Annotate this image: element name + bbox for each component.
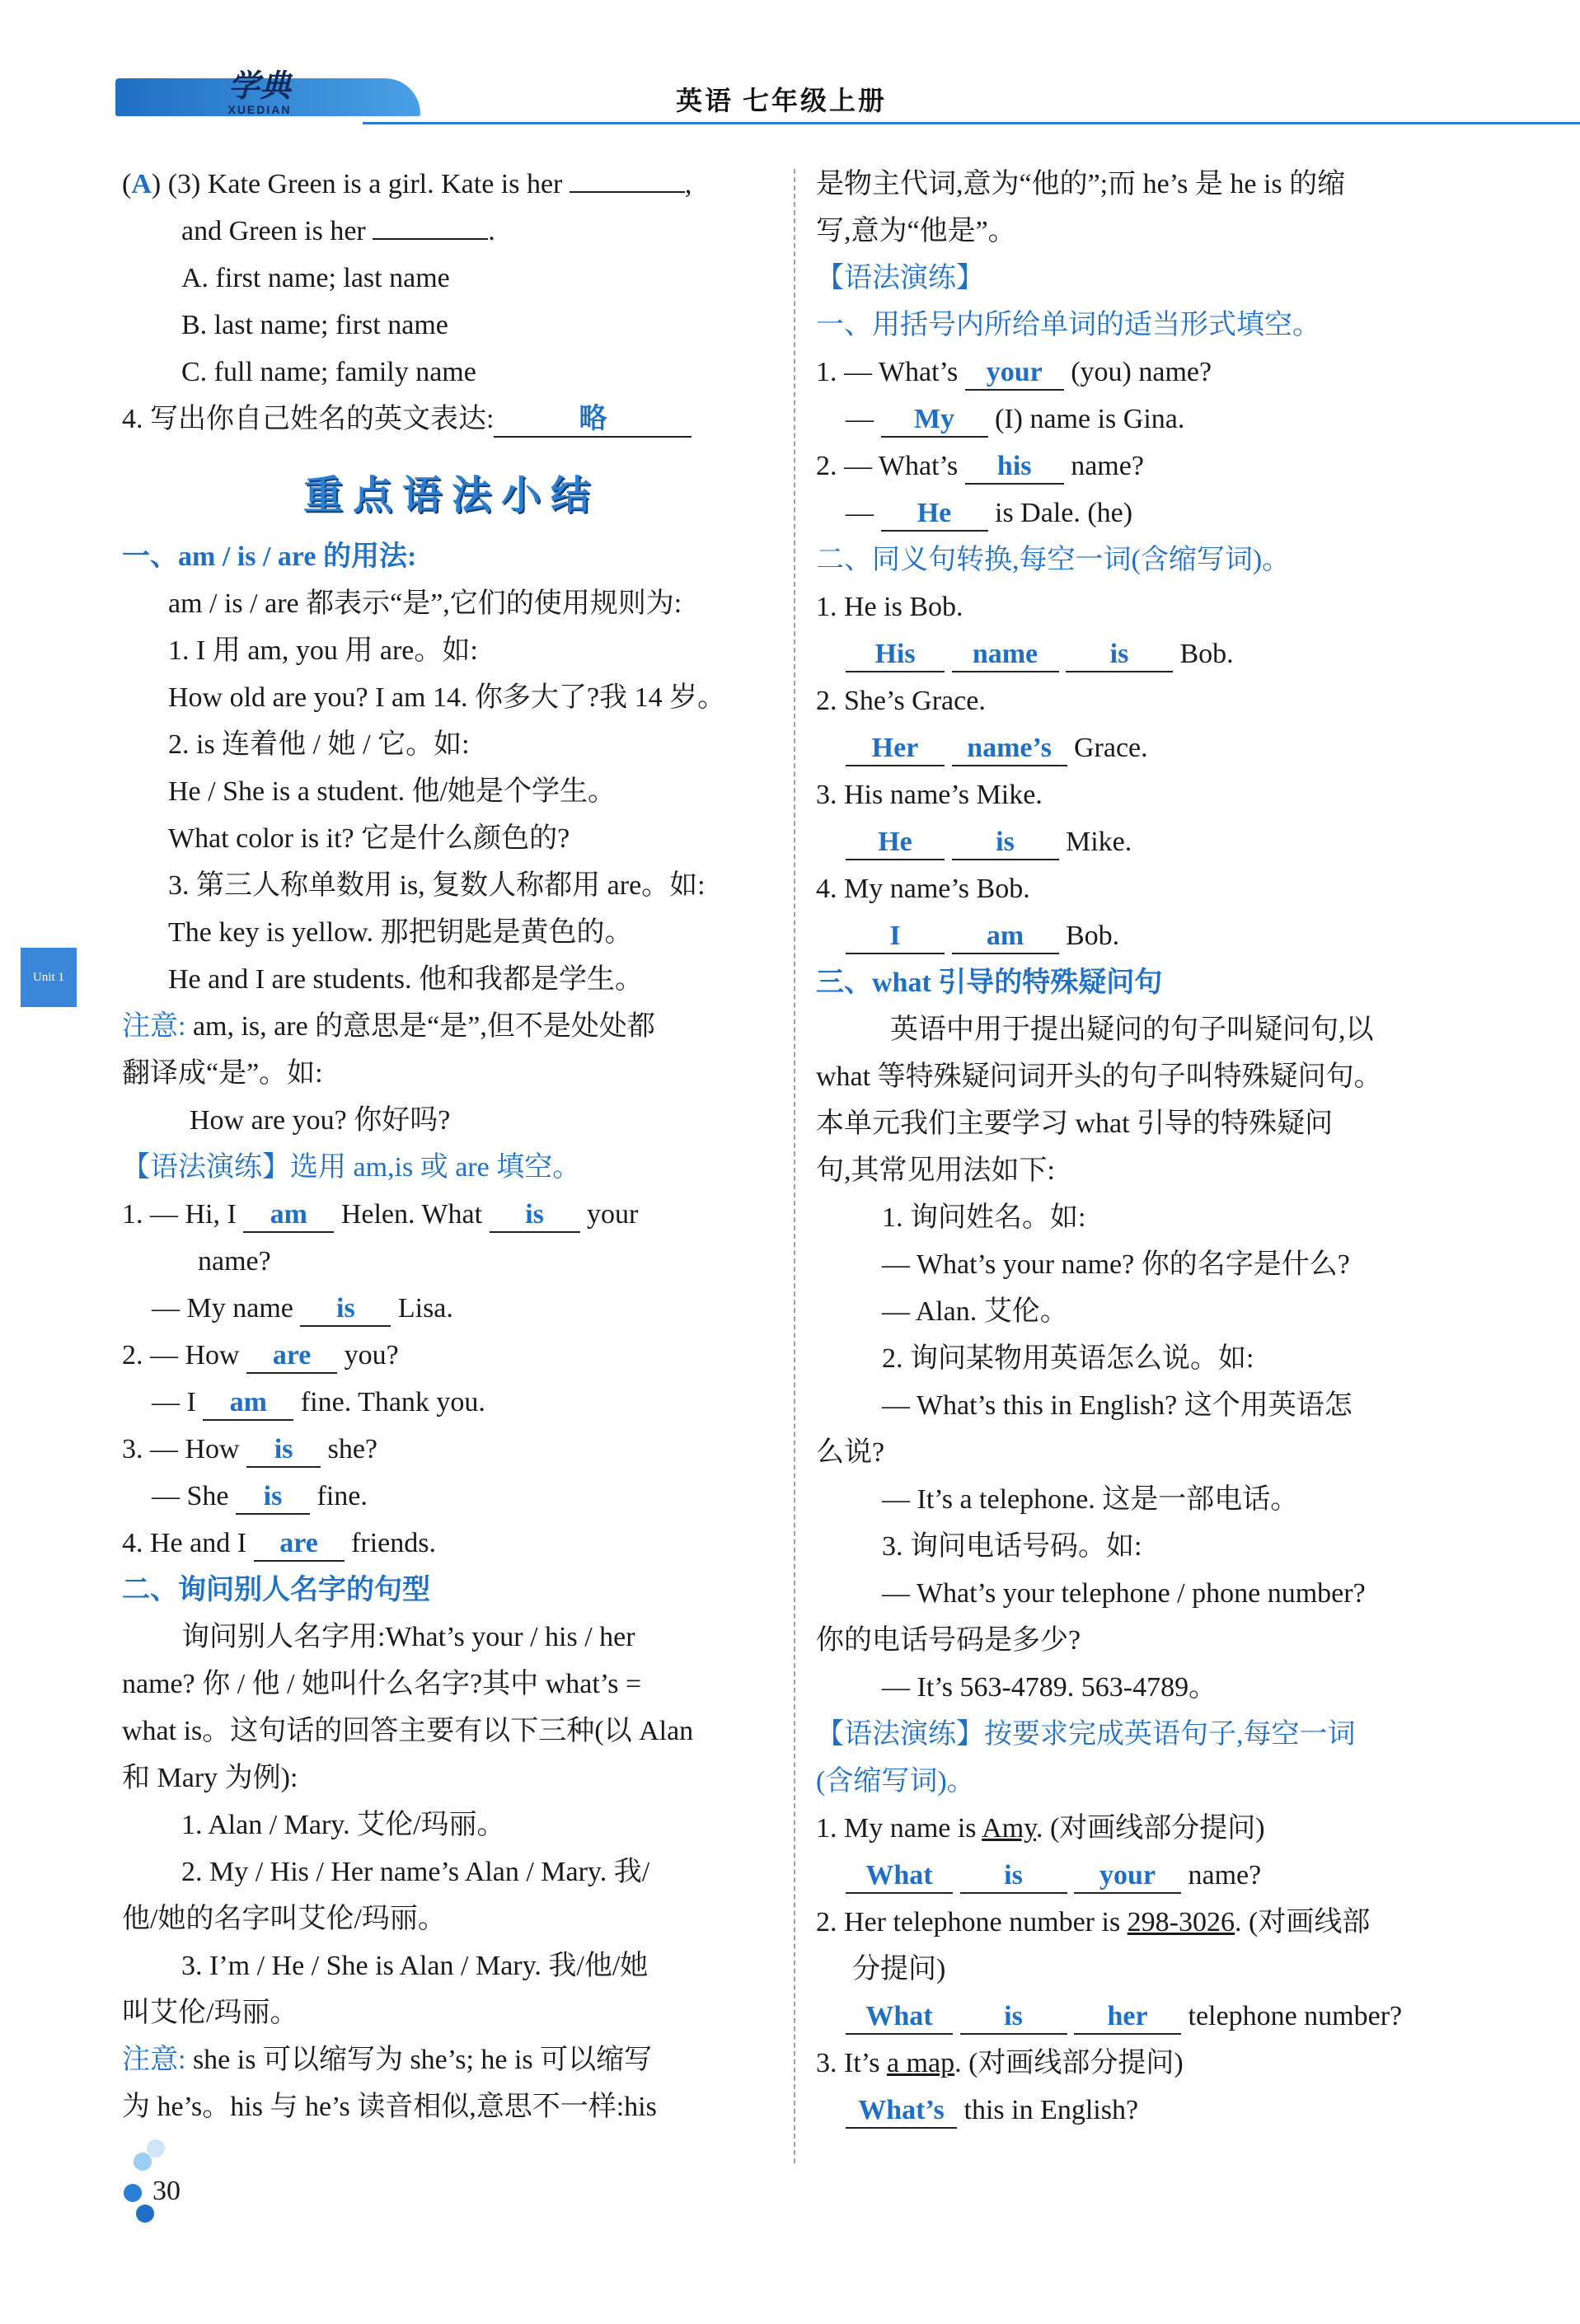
answer-blank[interactable] [846, 732, 945, 766]
exercise-3-reply [122, 1473, 781, 1520]
section-title: 重点语法小结 [302, 474, 600, 518]
exercise-text: 4. He and I [122, 1528, 247, 1558]
footer-dot-icon [124, 2184, 142, 2202]
paragraph-line: 3. 询问电话号码。如: [882, 1531, 1142, 1562]
answer-blank[interactable] [846, 1859, 953, 1894]
exercise-b4: 4. My name’s Bob. [816, 874, 1030, 904]
paragraph-line: am / is / are 都表示“是”,它们的使用规则为: [168, 588, 682, 619]
paragraph-line: name? 你 / 他 / 她叫什么名字?其中 what’s = [122, 1669, 642, 1699]
footer-dot-icon [134, 2153, 152, 2171]
exercise-text: 1. — Hi, I [122, 1199, 237, 1230]
note-text: she is 可以缩写为 she’s; he is 可以缩写 [185, 2045, 653, 2075]
answer-text: name’s [967, 733, 1052, 763]
question-text: Kate Green is a girl. Kate is her [207, 169, 563, 199]
left-column [122, 161, 781, 2130]
answer-blank[interactable] [300, 1292, 391, 1327]
answer-blank[interactable] [881, 403, 988, 438]
exercise-text: Bob. [1179, 639, 1234, 669]
exercise-a1-reply [816, 396, 1484, 443]
answer-text: is [525, 1199, 544, 1230]
answer-blank[interactable] [1066, 638, 1173, 672]
answer-text: your [1099, 1860, 1156, 1891]
exercise-a1 [816, 349, 1484, 396]
answer-text: her [1107, 2001, 1148, 2031]
example-line: 你的电话号码是多少? [816, 1625, 1081, 1656]
exercise-2 [122, 1332, 781, 1379]
practice-heading: 【语法演练】按要求完成英语句子,每空一词 [816, 1719, 1356, 1750]
exercise-c2-answer [816, 1993, 1484, 2040]
example-line: 2. My / His / Her name’s Alan / Mary. 我/ [181, 1857, 650, 1887]
option-c: C. full name; family name [181, 357, 476, 387]
answer-text: is [996, 827, 1015, 857]
answer-text: are [279, 1528, 318, 1558]
example-line: What color is it? 它是什么颜色的? [168, 823, 570, 854]
exercise-text: you? [344, 1340, 399, 1371]
exercise-text: (you) name? [1071, 357, 1212, 387]
answer-text: He [917, 498, 952, 528]
question-text: and Green is her [181, 216, 366, 246]
answer-blank[interactable] [952, 732, 1067, 766]
example-line: — It’s a telephone. 这是一部电话。 [882, 1484, 1299, 1515]
exercise-text: — [846, 498, 874, 528]
example-line: — Alan. 艾伦。 [882, 1296, 1068, 1327]
answer-text: your [986, 357, 1043, 387]
answer-blank[interactable] [243, 1198, 334, 1233]
answer-blank[interactable] [570, 191, 685, 193]
paragraph-line: 询问别人名字用:What’s your / his / her [181, 1622, 635, 1652]
example-line: — What’s this in English? 这个用英语怎 [882, 1390, 1353, 1421]
exercise-text: name? [1071, 451, 1144, 481]
example-line: — What’s your name? 你的名字是什么? [882, 1249, 1350, 1280]
exercise-text: Mike. [1066, 827, 1132, 857]
column-divider [794, 169, 795, 2163]
exercise-text: 1. — What’s [816, 357, 959, 387]
example-line: The key is yellow. 那把钥匙是黄色的。 [168, 917, 633, 948]
answer-blank[interactable] [952, 826, 1059, 860]
section-heading-1: 一、am / is / are 的用法: [122, 541, 417, 572]
answer-blank[interactable] [490, 1198, 580, 1233]
note-label: 注意: [122, 1011, 186, 1042]
answer-text: I [889, 921, 901, 951]
answer-blank[interactable] [846, 2000, 953, 2035]
answer-letter: A [131, 169, 152, 199]
exercise-a2 [816, 443, 1484, 490]
answer-blank[interactable] [960, 1859, 1067, 1894]
answer-text: His [874, 639, 916, 669]
exercise-c1 [816, 1805, 1484, 1852]
answer-text: What’s [858, 2095, 945, 2125]
right-column [816, 161, 1484, 2134]
answer-blank[interactable] [1074, 2000, 1181, 2035]
answer-text: are [272, 1340, 312, 1371]
answer-text: is [274, 1434, 293, 1464]
paragraph-line: 1. I 用 am, you 用 are。如: [168, 635, 478, 666]
exercise-text: name? [1188, 1860, 1262, 1891]
section-heading-2: 二、询问别人名字的句型 [122, 1575, 430, 1605]
page-number: 30 [152, 2176, 181, 2206]
exercise-b3-answer [816, 818, 1484, 865]
paragraph-line: 英语中用于提出疑问的句子叫疑问句,以 [890, 1014, 1374, 1045]
paragraph-line: 句,其常见用法如下: [816, 1155, 1055, 1186]
paragraph-line: 本单元我们主要学习 what 引导的特殊疑问 [816, 1108, 1334, 1139]
exercise-text: your [587, 1199, 639, 1230]
answer-text: is [263, 1481, 283, 1511]
exercise-text: she? [327, 1434, 378, 1464]
example-line: 叫艾伦/玛丽。 [122, 1998, 298, 2028]
answer-blank[interactable] [846, 920, 945, 954]
header-rule [363, 122, 1580, 124]
answer-text: is [1109, 639, 1129, 669]
answer-blank[interactable] [846, 2094, 957, 2129]
exercise-c1-answer [816, 1852, 1484, 1899]
answer-text: am [986, 921, 1024, 951]
exercise-text: is Dale. (he) [995, 498, 1133, 528]
exercise-b2-answer [816, 724, 1484, 771]
exercise-text: 2. — How [122, 1340, 240, 1371]
question-4 [122, 396, 781, 443]
exercise-4 [122, 1520, 781, 1567]
note-text: am, is, are 的意思是“是”,但不是处处都 [185, 1011, 655, 1042]
paragraph-line: 1. 询问姓名。如: [882, 1202, 1086, 1233]
example-line: He / She is a student. 他/她是个学生。 [168, 776, 617, 807]
exercise-a2-reply [816, 490, 1484, 536]
exercise-1-cont: name? [198, 1246, 271, 1277]
exercise-text: (I) name is Gina. [995, 404, 1185, 434]
exercise-text: Bob. [1066, 921, 1120, 951]
answer-blank[interactable] [965, 356, 1064, 391]
example-line: 1. Alan / Mary. 艾伦/玛丽。 [181, 1810, 505, 1840]
question-3-line-1: (A) (3) Kate Green is a girl. Kate is her , [122, 169, 692, 199]
exercise-text: Grace. [1074, 733, 1148, 763]
exercise-text: — [846, 404, 874, 434]
example-line: 他/她的名字叫艾伦/玛丽。 [122, 1904, 446, 1934]
answer-blank[interactable] [373, 238, 488, 240]
question-number: (3) [167, 169, 201, 199]
answer-blank[interactable] [236, 1480, 310, 1515]
option-a: A. first name; last name [181, 263, 450, 293]
exercise-text: 3. — How [122, 1434, 240, 1464]
exercise-text: — I [152, 1387, 196, 1417]
logo-chinese: 学典 [227, 69, 291, 104]
exercise-c2-cont: 分提问) [852, 1954, 946, 1984]
answer-text: What [865, 1860, 933, 1891]
note-line: 翻译成“是”。如: [122, 1058, 323, 1089]
example-line: 么说? [816, 1437, 885, 1468]
exercise-b1-answer [816, 630, 1484, 677]
answer-blank[interactable] [846, 638, 945, 672]
exercise-text: telephone number? [1188, 2001, 1403, 2031]
paragraph-line: what is。这句话的回答主要有以下三种(以 Alan [122, 1716, 694, 1746]
answer-text: am [229, 1387, 267, 1417]
note-line: 为 he’s。his 与 he’s 读音相似,意思不一样:his [122, 2092, 657, 2122]
answer-blank[interactable] [965, 450, 1064, 485]
note-label: 注意: [122, 2045, 186, 2075]
example-line: How are you? 你好吗? [190, 1105, 451, 1136]
exercise-text: Helen. What [340, 1199, 483, 1230]
answer-blank[interactable] [952, 920, 1059, 954]
answer-text: My [913, 404, 955, 434]
answer-text: name [972, 639, 1038, 669]
answer-blank[interactable] [846, 826, 945, 860]
note-line [122, 2036, 781, 2083]
exercise-b3: 3. His name’s Mike. [816, 780, 1043, 810]
answer-text: is [1004, 2001, 1023, 2031]
exercise-b1: 1. He is Bob. [816, 592, 963, 622]
exercise-text: — She [152, 1481, 229, 1511]
answer-blank[interactable] [960, 2000, 1067, 2035]
example-line: — It’s 563-4789. 563-4789。 [882, 1672, 1217, 1703]
unit-tab: Unit 1 [21, 948, 77, 1007]
exercise-text: . (对画线部分提问) [954, 2048, 1184, 2078]
exercise-section-1: 一、用括号内所给单词的适当形式填空。 [816, 310, 1320, 340]
answer-text: Her [871, 733, 919, 763]
exercise-c3 [816, 2040, 1484, 2087]
exercise-text: 2. — What’s [816, 451, 959, 481]
exercise-b2: 2. She’s Grace. [816, 686, 986, 716]
answer-blank[interactable] [1074, 1859, 1181, 1894]
paragraph-line: what 等特殊疑问词开头的句子叫特殊疑问句。 [816, 1061, 1382, 1092]
answer-text: is [1004, 1860, 1023, 1891]
exercise-1 [122, 1191, 781, 1238]
exercise-text: 3. It’s [816, 2048, 880, 2078]
example-line: He and I are students. 他和我都是学生。 [168, 964, 644, 995]
exercise-text: fine. [316, 1481, 368, 1511]
paragraph-line: 3. 第三人称单数用 is, 复数人称都用 are。如: [168, 870, 706, 901]
exercise-text: Lisa. [397, 1293, 453, 1324]
practice-heading: 【语法演练】选用 am,is 或 are 填空。 [122, 1152, 581, 1183]
example-line: — What’s your telephone / phone number? [882, 1578, 1366, 1609]
practice-heading-cont: (含缩写词)。 [816, 1766, 975, 1797]
answer-text: What [865, 2001, 933, 2031]
paragraph-line: 是物主代词,意为“他的”;而 he’s 是 he is 的缩 [816, 169, 1346, 199]
paragraph-line: 写,意为“他是”。 [816, 216, 1016, 246]
exercise-text: 2. Her telephone number is [816, 1907, 1121, 1937]
answer-blank[interactable] [494, 403, 692, 438]
underlined-text: Amy [982, 1813, 1036, 1844]
answer-text: is [336, 1293, 355, 1324]
punctuation: . [488, 216, 495, 246]
answer-text: 略 [579, 404, 607, 434]
exercise-b4-answer [816, 912, 1484, 959]
logo-english: XUEDIAN [227, 103, 292, 116]
exercise-text: . (对画线部分提问) [1035, 1813, 1265, 1844]
question-text: 4. 写出你自己姓名的英文表达: [122, 404, 495, 434]
practice-heading: 【语法演练】 [816, 263, 984, 293]
exercise-text: — My name [152, 1293, 293, 1324]
section-heading-3: 三、what 引导的特殊疑问句 [816, 968, 1163, 998]
exercise-section-2: 二、同义句转换,每空一词(含缩写词)。 [816, 545, 1291, 575]
example-line: How old are you? I am 14. 你多大了?我 14 岁。 [168, 682, 726, 713]
exercise-c2 [816, 1899, 1484, 1946]
exercise-text: friends. [351, 1528, 436, 1558]
option-b: B. last name; first name [181, 310, 448, 340]
question-3-line-2 [122, 208, 781, 255]
example-line: 3. I’m / He / She is Alan / Mary. 我/他/她 [181, 1951, 649, 1981]
answer-text: am [270, 1199, 307, 1230]
footer-dot-icon [136, 2205, 154, 2223]
paragraph-line: 2. 询问某物用英语怎么说。如: [882, 1343, 1254, 1374]
exercise-2-reply [122, 1379, 781, 1426]
underlined-text: a map [886, 2048, 955, 2078]
underlined-text: 298-3026 [1127, 1907, 1235, 1937]
exercise-c3-answer [816, 2087, 1484, 2134]
book-title: 英语 七年级上册 [676, 86, 888, 115]
answer-blank[interactable] [203, 1386, 293, 1421]
exercise-text: . (对画线部 [1235, 1907, 1371, 1937]
exercise-text: 1. My name is [816, 1813, 977, 1844]
note-line [122, 1003, 781, 1050]
paragraph-line: 2. is 连着他 / 她 / 它。如: [168, 729, 470, 760]
punctuation: , [684, 169, 692, 199]
paragraph-line: 和 Mary 为例): [122, 1763, 298, 1793]
exercise-3 [122, 1426, 781, 1473]
answer-text: He [878, 827, 912, 857]
exercise-1-reply [122, 1285, 781, 1332]
answer-blank[interactable] [254, 1527, 345, 1562]
answer-blank[interactable] [881, 497, 988, 532]
exercise-text: fine. Thank you. [300, 1387, 485, 1417]
answer-blank[interactable] [246, 1433, 321, 1468]
page-header [115, 70, 1484, 132]
footer-dot-icon [147, 2139, 165, 2158]
brand-logo [173, 70, 346, 121]
answer-blank[interactable] [952, 638, 1059, 672]
answer-blank[interactable] [246, 1339, 337, 1374]
exercise-text: this in English? [963, 2095, 1139, 2125]
answer-text: his [996, 451, 1032, 481]
